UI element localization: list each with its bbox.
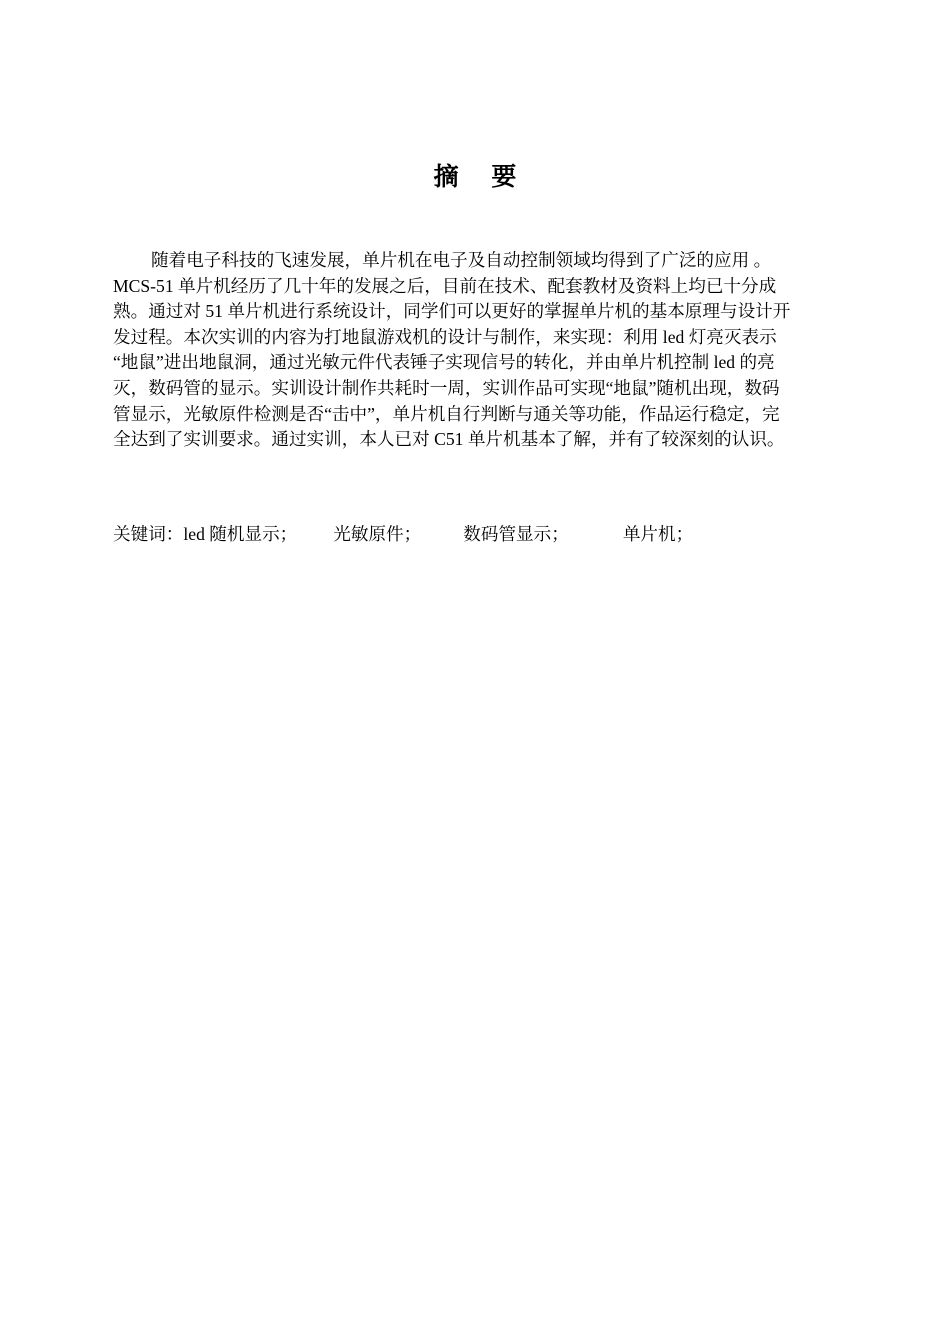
keyword-item: 数码管显示； — [463, 524, 569, 544]
abstract-line: MCS-51 单片机经历了几十年的发展之后，目前在技术、配套教材及资料上均已十分成 — [113, 275, 777, 296]
page-title: 摘 要 — [433, 162, 529, 191]
keywords-line — [113, 521, 693, 547]
keyword-item: 光敏原件； — [333, 524, 422, 544]
abstract-line: 随着电子科技的飞速发展，单片机在电子及自动控制领域均得到了广泛的应用 。 — [151, 250, 772, 270]
abstract-line: 灭，数码管的显示。实训设计制作共耗时一周，实训作品可实现“地鼠”随机出现，数码 — [113, 377, 780, 398]
abstract-line: 熟。通过对 51 单片机进行系统设计，同学们可以更好的掌握单片机的基本原理与设计开 — [113, 301, 791, 322]
abstract-line: 全达到了实训要求。通过实训，本人已对 C51 单片机基本了解，并有了较深刻的认识。 — [113, 429, 785, 450]
keywords-label: 关键词： — [113, 524, 184, 544]
abstract-line: 管显示，光敏原件检测是否“击中”，单片机自行判断与通关等功能，作品运行稳定，完 — [113, 403, 780, 424]
keyword-item: 单片机； — [622, 524, 694, 544]
keyword-item: led 随机显示； — [183, 524, 298, 544]
abstract-line: “地鼠”进出地鼠洞，通过光敏元件代表锤子实现信号的转化，并由单片机控制 led 的亮 — [113, 352, 775, 373]
abstract-body — [113, 248, 837, 453]
abstract-line: 发过程。本次实训的内容为打地鼠游戏机的设计与制作，来实现：利用 led 灯亮灭表示 — [113, 326, 777, 347]
